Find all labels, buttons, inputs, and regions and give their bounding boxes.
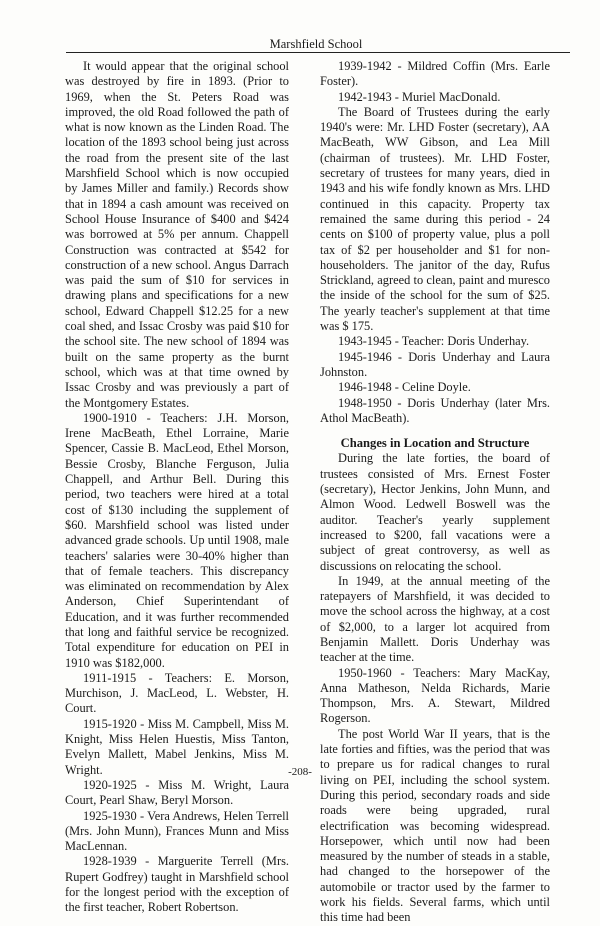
paragraph: 1925-1930 - Vera Andrews, Helen Terrell (Mrs. John Munn), Frances Munn and Miss MacLennan. [65,808,289,854]
paragraph: 1946-1948 - Celine Doyle. [338,380,471,395]
right-column [320,59,550,926]
paragraph: 1900-1910 - Teachers: J.H. Morson, Irene MacBeath, Ethel Lorraine, Marie Spencer, Cassie B. MacLeod, Ethel Morson, Bessie Crosby, Blanche Ferguson, Julia Chappell, and Arthur Bell. During this period, two teachers were hired at a total cost of $130 including the supplement of $60. Marshfield school was listed under advanced grade schools. Up until 1908, male teachers' salaries were 30-40% higher than that of female teachers. This discrepancy was eliminated on recommendation by Alex Anderson, Chief Superintendant of Education, and it was further recommended that long and faithful service be recognized. Total expenditure for education on PEI in 1910 was $182,000. [65,410,289,670]
section-heading: Changes in Location and Structure [340,436,530,451]
paragraph: During the late forties, the board of trustees consisted of Mrs. Ernest Foster (secretary), Hector Jenkins, John Munn, and Almon Wood. Ledwell Boswell was the auditor. Teacher's yearly supplement increased to $200, fall vacations were a subject of great controversy, as well as discussions on relocating the school. [320,451,550,573]
paragraph: 1915-1920 - Miss M. Campbell, Miss M. Knight, Miss Helen Huestis, Miss Tanton, Evelyn Mallett, Mabel Jenkins, Miss M. Wright. [65,716,289,777]
paragraph: 1928-1939 - Marguerite Terrell (Mrs. Rupert Godfrey) taught in Marshfield school for the longest period with the exception of the first teacher, Robert Robertson. [65,854,289,915]
paragraph: 1943-1945 - Teacher: Doris Underhay. [338,334,530,349]
left-column [65,59,289,916]
paragraph: 1948-1950 - Doris Underhay (later Mrs. Athol MacBeath). [320,395,550,425]
header-rule [66,52,570,53]
paragraph: It would appear that the original school was destroyed by fire in 1893. (Prior to 1969, when the St. Peters Road was improved, the old Road followed the path of what is now known as the Linden Road. The location of the 1893 school being just across the road from the present site of the last Marshfield School which is now occupied by James Miller and family.) Records show that in 1894 a cash amount was received on School House Insurance of $400 and $424 was borrowed at 5% per annum. Chappell Construction was contracted at $542 for construction of a new school. Angus Darrach was paid the sum of $10 for services in drawing plans and specifications for a new school, Edward Chappell $12.25 for a new coal shed, and Issac Crosby was paid $10 for the school site. The new school of 1894 was built on the same property as the burnt school, which was at that time owned by Issac Crosby and was previously a part of the Montgomery Estates. [65,59,289,410]
paragraph: 1945-1946 - Doris Underhay and Laura Johnston. [320,349,550,379]
page-number: -208- [288,766,312,778]
paragraph: 1939-1942 - Mildred Coffin (Mrs. Earle Foster). [320,59,550,89]
paragraph: In 1949, at the annual meeting of the ratepayers of Marshfield, it was decided to move the school across the highway, at a cost of $2,000, to a larger lot acquired from Benjamin Mallett. Doris Underhay was teacher at the time. [320,573,550,665]
paragraph: 1920-1925 - Miss M. Wright, Laura Court, Pearl Shaw, Beryl Morson. [65,777,289,808]
paragraph: 1911-1915 - Teachers: E. Morson, Murchison, J. MacLeod, L. Webster, H. Court. [65,670,289,716]
paragraph: The post World War II years, that is the late forties and fifties, was the period that was to prepare us for radical changes to rural living on PEI, including the school system. During this period, secondary roads and side roads were being upgraded, rural electrification was becoming widespread. Horsepower, which until now had been measured by the number of steads in a stable, had changed to the horsepower of the automobile or tractor used by the farmer to work his fields. Several farms, which until this time had been [320,726,550,925]
paragraph: The Board of Trustees during the early 1940's were: Mr. LHD Foster (secretary), AA MacBeath, WW Gibson, and Lea Mill (chairman of trustees). Mr. LHD Foster, secretary of trustees for many years, died in 1943 and his wife fondly known as Mrs. LHD continued in this capacity. Property tax remained the same during this period - 24 cents on $100 of property value, plus a poll tax of $2 per householder and $1 for non-householders. The janitor of the day, Rufus Strickland, agreed to clean, paint and muresco the inside of the school for the sum of $25. The yearly teacher's supplement at that time was $ 175. [320,104,550,334]
paragraph: 1950-1960 - Teachers: Mary MacKay, Anna Matheson, Nelda Richards, Marie Thompson, Mrs. A. Stewart, Mildred Rogerson. [320,665,550,726]
paragraph: 1942-1943 - Muriel MacDonald. [338,89,501,104]
running-header: Marshfield School [269,37,363,51]
